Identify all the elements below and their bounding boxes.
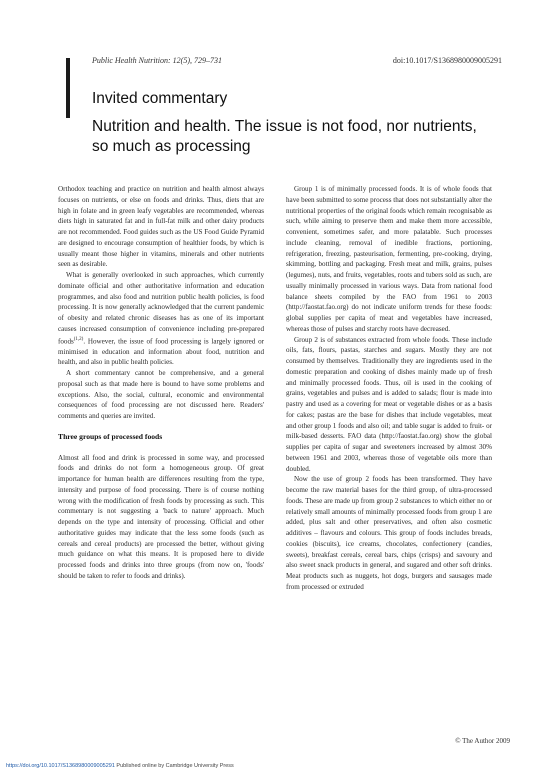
- right-column: [286, 184, 492, 593]
- article-doi: doi:10.1017/S1368980009005291: [392, 56, 502, 65]
- section-heading: Three groups of processed foods: [58, 431, 163, 441]
- section-label: Invited commentary: [92, 90, 228, 107]
- paragraph: Group 1 is of minimally processed foods. It is of whole foods that have been submitted to some process that does not substantially alter the nutritional properties of the original foods which remain recognisable as such, while aiming to preserve them and make them more accessible, convenient, sometimes safer, and more palatable. Such processes include cleaning, removal of inedible fractions, portioning, refrigeration, freezing, pasteurisation, fermenting, pre-cooking, drying, skimming, bottling and packaging. Fresh meat and milk, grains, pulses (legumes), nuts, and fruits, vegetables, roots and tubers sold as such, are usually minimally processed in various ways. Data from national food balance sheets compiled by the FAO from 1961 to 2003 (http://faostat.fao.org) do not indicate uniform trends for these foods: global supplies per capita of meat and vegetables have increased, whereas those of pulses and starchy roots have decreased.: [286, 185, 492, 333]
- paragraph-text: . However,: [83, 336, 116, 345]
- paragraph: [58, 270, 264, 368]
- paragraph: A short commentary cannot be comprehensive, and a general proposal such as that made here is bound to have some problems and exceptions. Also, the social, cultural, economic and environmental consequences of food processing are not discussed here. Readers' comments and queries are invited.: [58, 369, 264, 421]
- title-line: so much as processing: [92, 138, 251, 155]
- paragraph: Orthodox teaching and practice on nutrition and health almost always focuses on nutrients, or else on foods and drinks. Thus, diets that are high in folate and in green leafy vegetables are recommended, whereas diets high in saturated fat and in full-fat milk and other dairy products are not recommended. Food guides such as the US Food Guide Pyramid are designed to encourage consumption of healthier foods, by which is usually meant those higher in vitamins, minerals and other nutrients seen as desirable.: [58, 185, 264, 269]
- paragraph-text: the issue of food processing is largely ignored or minimised in education and information about food, nutrition and health, and also in public health policies.: [58, 336, 264, 367]
- decorative-vertical-bar: [66, 58, 70, 118]
- page-footer: [6, 763, 234, 769]
- copyright-notice: © The Author 2009: [455, 737, 510, 745]
- footer-text: Published online by Cambridge University Press: [114, 763, 234, 769]
- paragraph-text: What is generally overlooked in such approaches, which currently dominate official and other authoritative information and education programmes, and also food and nutrition public health policies, is food processing. It is now generally acknowledged that the current pandemic of obesity and related chronic diseases has as one of its important causes increased consumption of convenience including pre-prepared foods: [58, 271, 264, 345]
- paragraph: Almost all food and drink is processed in some way, and processed foods and drinks do not form a homogeneous group. Of great importance for human health are differences resulting from the type, intensity and purpose of food processing. There is of course nothing wrong with the modification of fresh foods by processing as such. This commentary is not suggesting a 'back to nature' approach. Much depends on the type and intensity of processing. Official and other authoritative guides may indicate that the less some foods (such as cereals and cereal products) are processed the better, without giving much guidance on what this means. It is proposed here to divide processed foods and drinks into three groups (from now on, 'foods' should be taken to refer to foods and drinks).: [58, 453, 264, 580]
- journal-citation: Public Health Nutrition: 12(5), 729–731: [92, 56, 222, 65]
- doi-link[interactable]: https://doi.org/10.1017/S1368980009005291: [6, 763, 115, 769]
- paragraph: Group 2 is of substances extracted from whole foods. These include oils, fats, flours, pastas, starches and sugars. Mostly they are not consumed by themselves. Traditionally they are ingredients used in the domestic preparation and cooking of dishes mainly made up of fresh and minimally processed foods. Thus, oil is used in the cooking of grains, vegetables and pulses and is added to salads; flour is made into pastry and used as a covering for meat or vegetable dishes or as a basis for cakes; pastas are the base for dishes that include vegetables, meat and other group 1 foods and also oil; and table sugar is added to fruit- or milk-based desserts. FAO data (http://faostat.fao.org) show the global supplies per capita of sugar and sweeteners increased by almost 30% between 1961 and 2003, whereas those of vegetable oils more than doubled.: [286, 335, 492, 473]
- title-line: Nutrition and health. The issue is not food, nor nutrients,: [92, 118, 477, 135]
- left-column: [58, 184, 264, 582]
- paragraph: Now the use of group 2 foods has been transformed. They have become the raw material bases for the third group, of ultra-processed foods. These are made up from group 2 substances to which either no or relatively small amounts of minimally processed foods from group 1 are added, plus salt and other preservatives, and often also cosmetic additives – flavours and colours. This group of foods includes breads, cookies (biscuits), ice creams, chocolates, confectionery (candies, sweets), breakfast cereals, cereal bars, chips (crisps) and savoury and also sweet snack products in general, and sugared and other soft drinks. Meat products such as nuggets, hot dogs, burgers and sausages made from processed or extruded: [286, 475, 492, 591]
- citation-ref[interactable]: (1,2): [73, 336, 84, 342]
- article-title: [92, 117, 512, 157]
